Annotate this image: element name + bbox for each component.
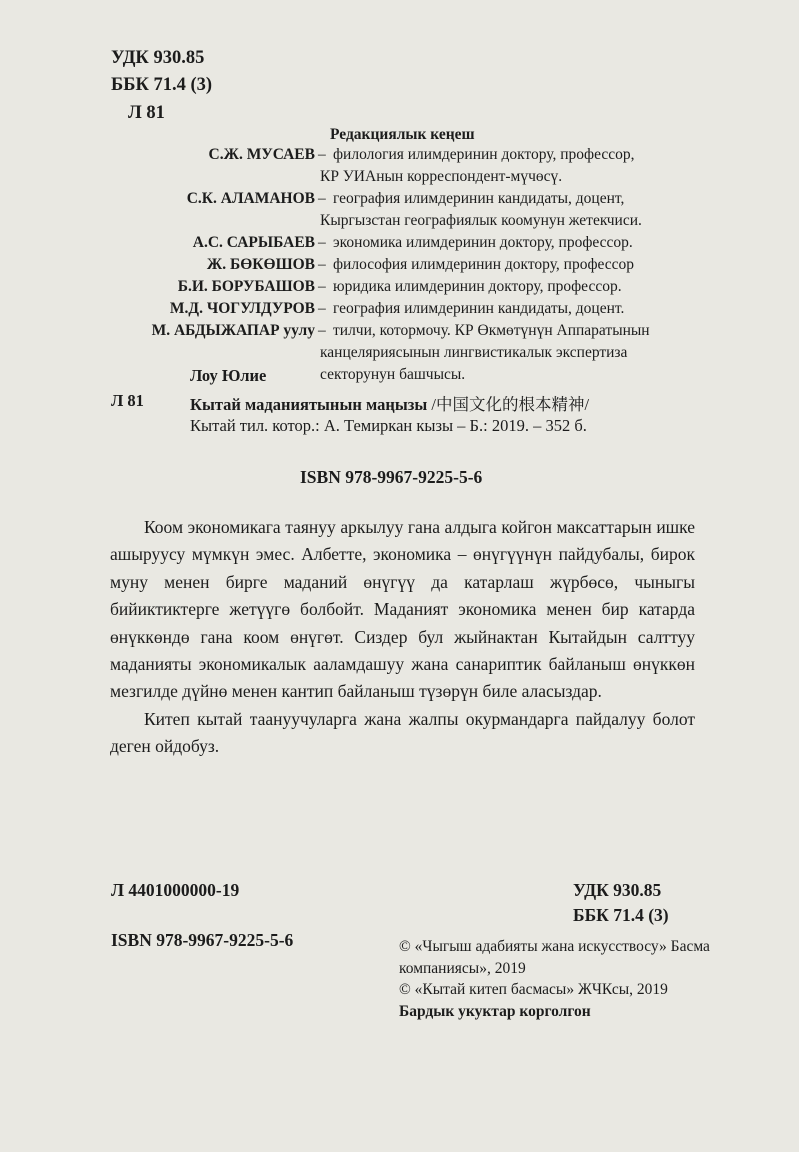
member-role-continued bbox=[0, 212, 799, 234]
member-role-continued bbox=[0, 344, 799, 366]
copyright-chinese-publisher: © «Кытай китеп басмасы» ЖЧКсы, 2019 bbox=[399, 981, 668, 998]
board-member bbox=[0, 322, 799, 344]
board-member bbox=[0, 256, 799, 278]
member-role: география илимдеринин кандидаты, доцент. bbox=[333, 300, 625, 317]
member-role-continued bbox=[0, 366, 799, 388]
board-member bbox=[0, 190, 799, 212]
author-mark: Л 81 bbox=[128, 103, 165, 123]
imprint-line: Кытай тил. котор.: А. Темиркан кызы – Б.: 2019. – 352 б. bbox=[190, 416, 587, 435]
member-role-line: КР УИАнын корреспондент-мүчөсү. bbox=[320, 168, 563, 185]
member-name: Б.И. БОРУБАШОВ bbox=[177, 278, 315, 295]
member-role: география илимдеринин кандидаты, доцент, bbox=[333, 190, 625, 207]
annotation-paragraph: Китеп кытай таануучуларга жана жалпы окурмандарга пайдалуу болот деген ойдобуз. bbox=[110, 708, 695, 757]
member-dash: – bbox=[318, 190, 326, 207]
member-dash: – bbox=[318, 256, 326, 273]
board-member bbox=[0, 278, 799, 300]
member-name: С.К. АЛАМАНОВ bbox=[186, 190, 315, 207]
annotation bbox=[110, 514, 695, 761]
member-name: М. АБДЫЖАПАР уулу bbox=[151, 322, 315, 339]
member-dash: – bbox=[318, 278, 326, 295]
member-role-line: секторунун башчысы. bbox=[320, 366, 466, 383]
book-title bbox=[190, 391, 589, 415]
book-title-kyrgyz: Кытай маданиятынын маңызы bbox=[190, 395, 428, 414]
member-role-continued bbox=[0, 168, 799, 190]
board-title: Редакциялык кеңеш bbox=[330, 126, 475, 143]
member-role: юридика илимдеринин доктору, профессор. bbox=[333, 278, 622, 295]
copyright-publisher: © «Чыгыш адабияты жана искусствосу» Басма компаниясы», 2019 bbox=[399, 938, 710, 977]
member-dash: – bbox=[318, 234, 326, 251]
book-author: Лоу Юлие bbox=[190, 366, 267, 385]
series-code: Л 4401000000-19 bbox=[111, 880, 240, 900]
member-dash: – bbox=[318, 300, 326, 317]
isbn-footer: ISBN 978-9967-9225-5-6 bbox=[111, 930, 294, 950]
member-role: тилчи, котормочу. КР Өкмөтүнүн Аппаратынын bbox=[333, 322, 650, 339]
member-name: А.С. САРЫБАЕВ bbox=[192, 234, 315, 251]
member-dash: – bbox=[318, 146, 326, 163]
board-member bbox=[0, 234, 799, 256]
member-role-line: Кыргызстан географиялык коомунун жетекчиси. bbox=[320, 212, 642, 229]
board-member bbox=[0, 300, 799, 322]
annotation-paragraph: Коом экономикага таянуу аркылуу гана алдыга койгон максаттарын ишке ашыруусу мүмкүн эмес. Албетте, экономика – өнүгүүнүн пайдубалы, бирок муну менен бирге маданий өнүгүү да катарлаш жүрбөсө, чыныгы бийиктиктерге жетүүгө болбойт. Маданият экономика менен бир катарда өнүккөндө гана коом өнүгөт. Сиздер бул жыйнактан Кытайдын салттуу маданияты экономикалык ааламдашуу жана санариптик байланыш өнүккөн мезгилде дүйнө менен кантип байланыш түзөрүн биле аласыздар. bbox=[110, 517, 695, 702]
member-role-line: канцеляриясынын лингвистикалык экспертиза bbox=[320, 344, 628, 361]
biblio-mark: Л 81 bbox=[111, 391, 144, 410]
board-member bbox=[0, 146, 799, 168]
isbn-main: ISBN 978-9967-9225-5-6 bbox=[300, 467, 483, 487]
udk-footer: УДК 930.85 bbox=[573, 880, 662, 900]
udk-code: УДК 930.85 bbox=[111, 48, 205, 68]
member-name: С.Ж. МУСАЕВ bbox=[208, 146, 315, 163]
member-role: филология илимдеринин доктору, профессор, bbox=[333, 146, 635, 163]
book-title-chinese: /中国文化的根本精神/ bbox=[427, 395, 590, 414]
editorial-board bbox=[0, 146, 799, 388]
member-name: Ж. БӨКӨШОВ bbox=[206, 256, 315, 273]
member-role: экономика илимдеринин доктору, профессор. bbox=[333, 234, 633, 251]
bbk-footer: ББК 71.4 (3) bbox=[573, 905, 669, 925]
bbk-code: ББК 71.4 (3) bbox=[111, 75, 213, 95]
member-dash: – bbox=[318, 322, 326, 339]
rights-reserved: Бардык укуктар корголгон bbox=[399, 1003, 591, 1020]
member-name: М.Д. ЧОГУЛДУРОВ bbox=[169, 300, 315, 317]
member-role: философия илимдеринин доктору, профессор bbox=[333, 256, 635, 273]
